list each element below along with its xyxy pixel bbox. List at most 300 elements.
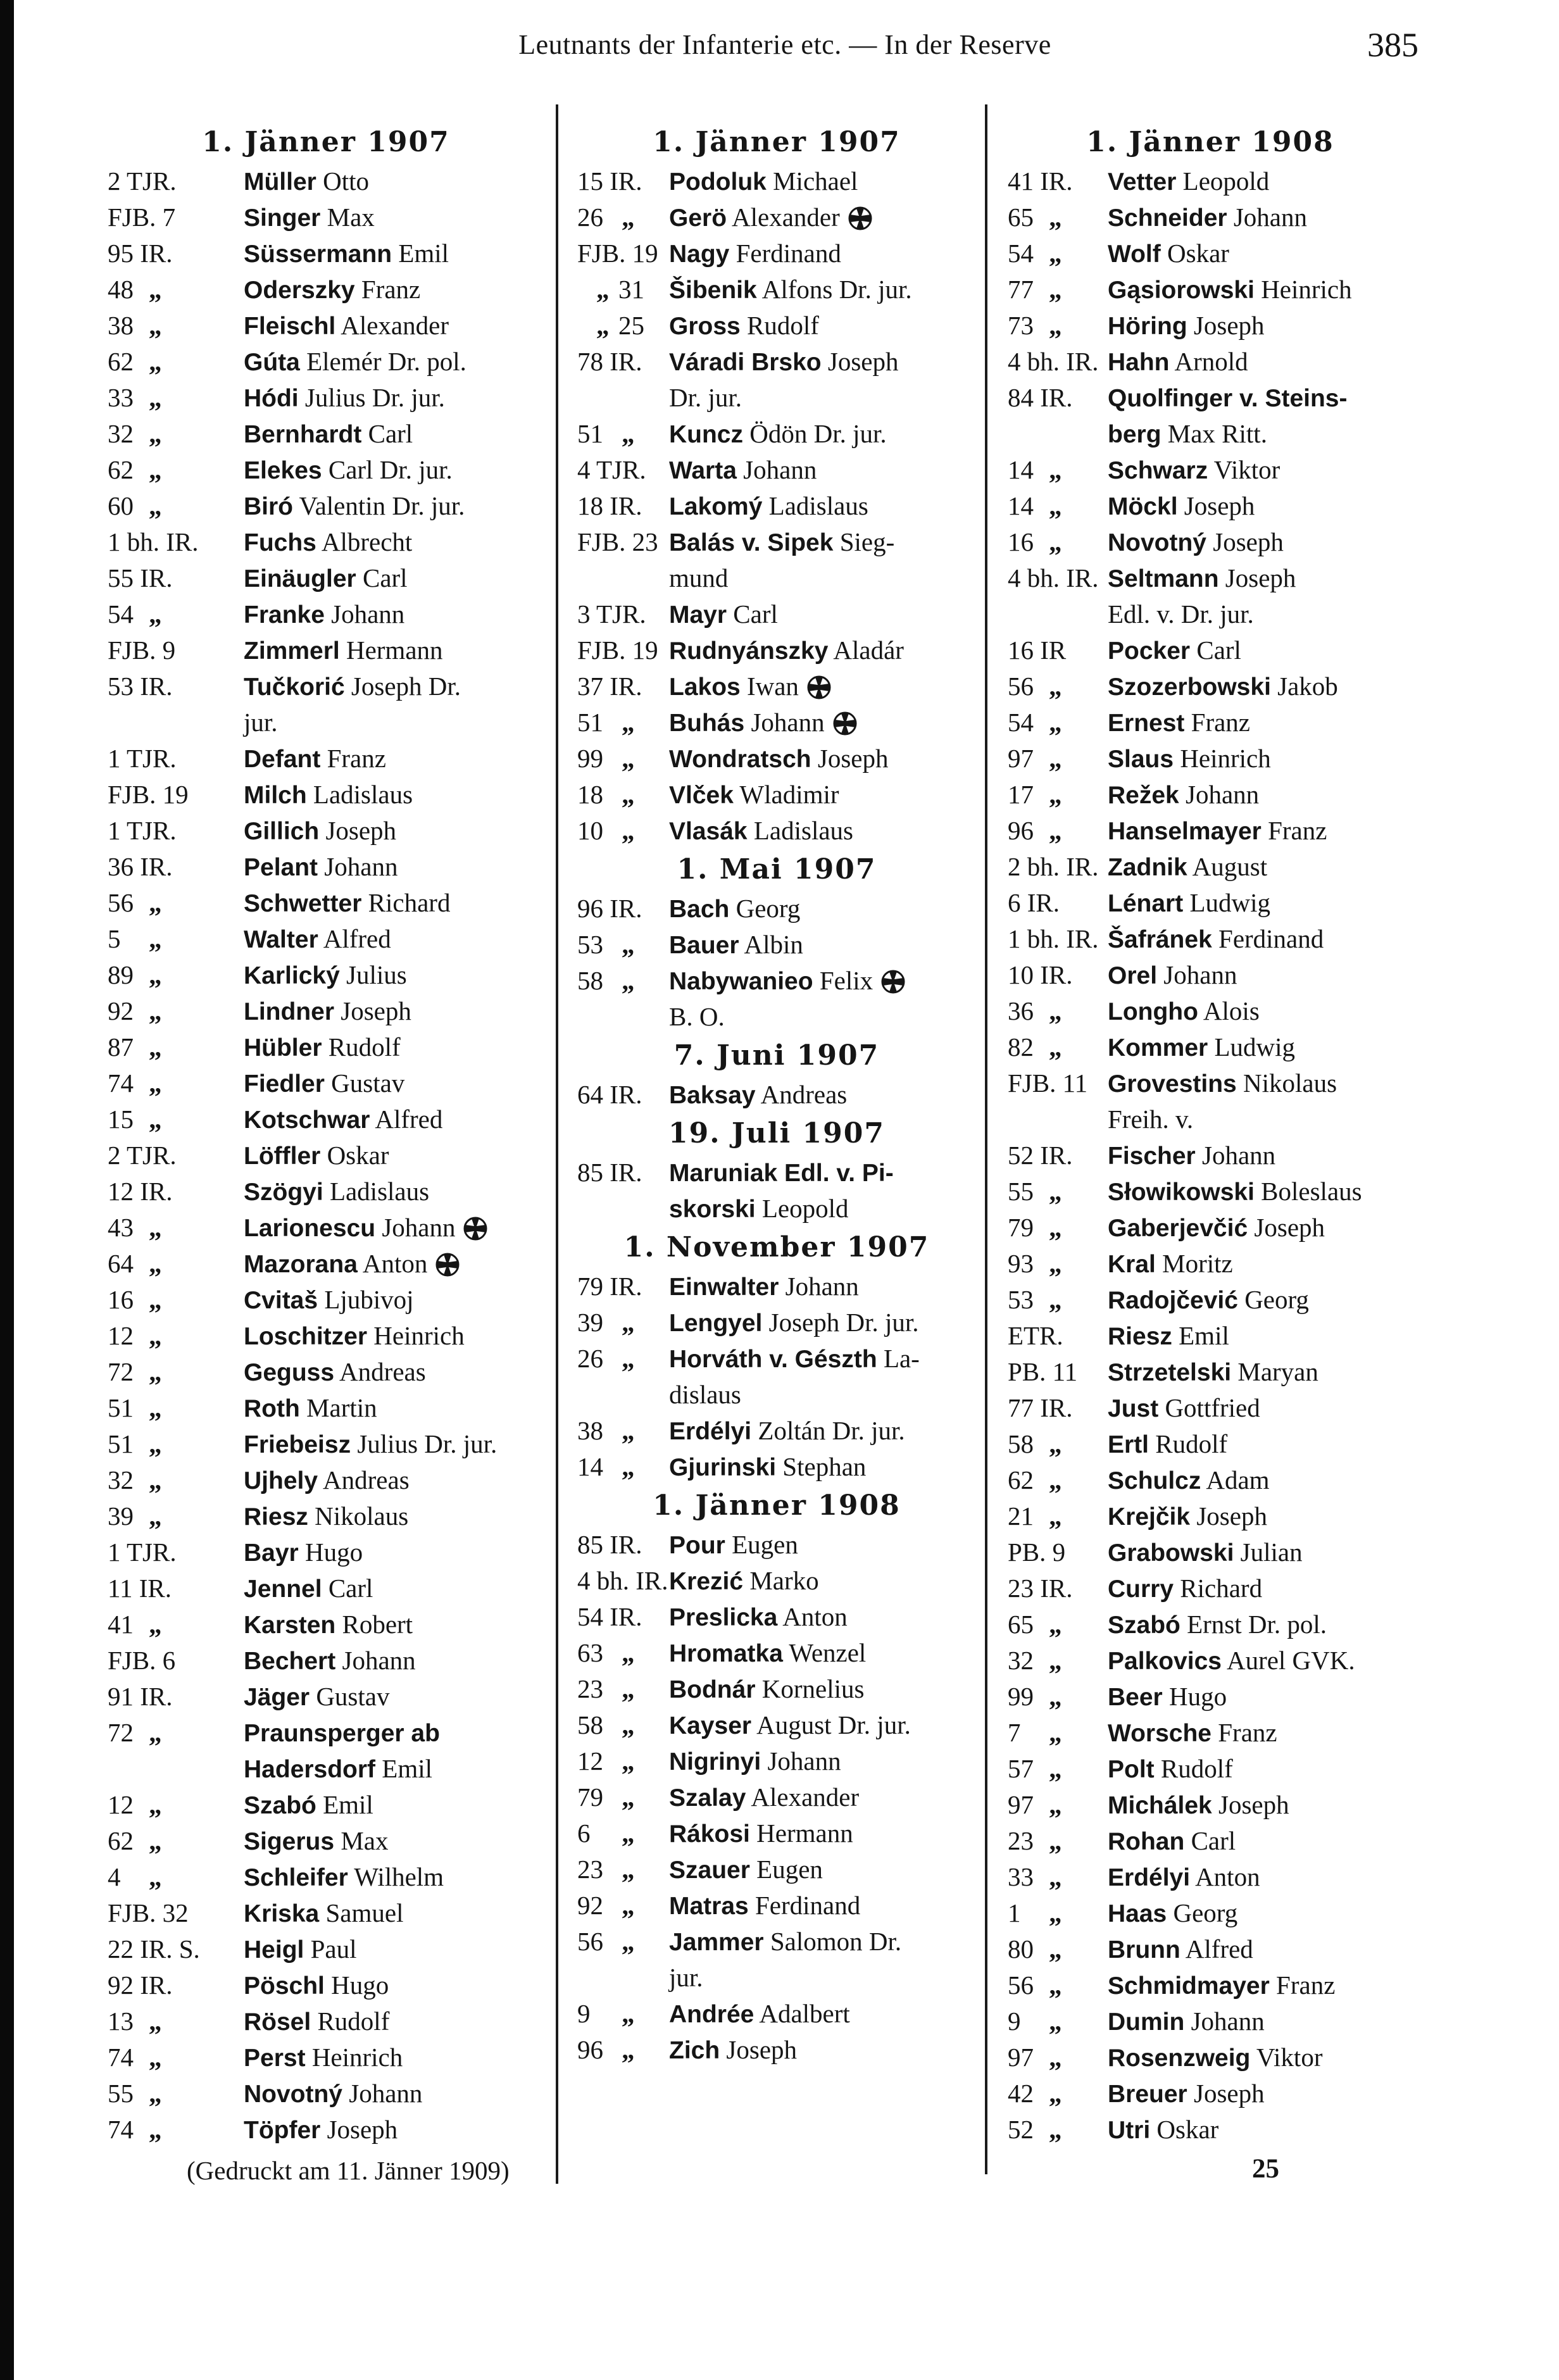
surname: Vlasák xyxy=(669,818,748,845)
given-name: Julius Dr. jur. xyxy=(351,1429,498,1458)
surname: Hahn xyxy=(1108,349,1170,376)
list-entry xyxy=(1008,2112,1413,2148)
list-entry xyxy=(1008,777,1413,813)
given-name: Alois xyxy=(1198,996,1260,1025)
unit-designation: 51 xyxy=(577,708,603,737)
ditto-mark: „ xyxy=(149,1321,162,1350)
unit-designation: 32 xyxy=(1008,1646,1034,1675)
surname: Curry xyxy=(1108,1575,1174,1603)
unit-designation: 3 TJR. xyxy=(577,599,646,629)
officer-name xyxy=(1108,777,1259,813)
list-entry xyxy=(1008,416,1413,452)
given-name: Ladislaus xyxy=(747,816,853,845)
ditto-mark: „ xyxy=(1049,996,1062,1025)
unit-designation: 17 xyxy=(1008,780,1034,809)
surname: Balás v. Sipek xyxy=(669,529,834,556)
surname: Váradi Brsko xyxy=(669,349,822,376)
ditto-mark: „ xyxy=(1049,239,1062,268)
surname: Szögyi xyxy=(244,1179,323,1206)
unit-designation: 51 xyxy=(108,1393,134,1422)
unit-designation: 36 IR. xyxy=(108,852,173,881)
list-entry xyxy=(108,993,544,1029)
given-name: Franz xyxy=(320,744,386,773)
officer-name xyxy=(1108,1246,1233,1282)
officer-name xyxy=(669,524,894,561)
unit-designation: 56 xyxy=(577,1927,603,1956)
officer-name xyxy=(244,1246,460,1282)
surname: Warta xyxy=(669,457,737,484)
officer-name xyxy=(1108,1751,1233,1788)
surname: Jennel xyxy=(244,1575,322,1603)
unit-designation: 32 xyxy=(108,1465,134,1494)
unit-designation: 6 IR. xyxy=(1008,888,1060,917)
given-name: August xyxy=(1187,852,1268,881)
officer-name xyxy=(244,849,398,886)
officer-name xyxy=(244,741,386,777)
continuation-text: mund xyxy=(669,563,729,592)
continuation-text: B. O. xyxy=(669,1002,725,1031)
list-entry xyxy=(108,272,544,308)
ditto-mark: „ xyxy=(1049,816,1062,845)
list-entry xyxy=(108,380,544,416)
continuation-text: Freih. v. xyxy=(1108,1105,1194,1134)
unit-designation: 41 xyxy=(108,1610,134,1639)
officer-name xyxy=(244,1065,404,1102)
officer-name xyxy=(669,632,904,669)
ditto-mark: „ xyxy=(622,1782,635,1812)
unit-designation: 14 xyxy=(1008,455,1034,484)
list-entry xyxy=(108,1787,544,1823)
officer-name xyxy=(669,1671,864,1708)
list-entry xyxy=(1008,993,1413,1029)
surname: Matras xyxy=(669,1893,749,1920)
continuation-text: Emil xyxy=(375,1754,433,1783)
ditto-mark: „ xyxy=(149,455,162,484)
surname: Orel xyxy=(1108,962,1158,989)
list-entry xyxy=(1008,1318,1413,1354)
surname: Schulcz xyxy=(1108,1467,1201,1494)
ditto-mark: „ xyxy=(1049,1718,1062,1747)
list-entry xyxy=(577,999,976,1035)
officer-name xyxy=(669,1527,798,1563)
list-entry xyxy=(1008,344,1413,380)
ditto-mark: „ xyxy=(622,1927,635,1956)
ditto-mark: „ xyxy=(1049,1610,1062,1639)
given-name: Oskar xyxy=(1160,239,1229,268)
given-name: Julius Dr. jur. xyxy=(298,383,445,412)
officer-name xyxy=(669,1743,841,1780)
ditto-mark: „ xyxy=(622,1710,635,1739)
surname: Heigl xyxy=(244,1936,304,1964)
ditto-mark: „ xyxy=(1049,1790,1062,1819)
unit-designation: 82 xyxy=(1008,1032,1034,1062)
given-name: Johann xyxy=(335,1646,416,1675)
officer-name xyxy=(1108,1426,1227,1463)
given-name: Nikolaus xyxy=(1236,1068,1337,1098)
unit-designation: 92 xyxy=(108,996,134,1025)
officer-name xyxy=(244,1462,410,1499)
list-entry xyxy=(108,1318,544,1354)
list-entry xyxy=(577,1305,976,1341)
date-heading: 7. Juni 1907 xyxy=(673,1039,880,1072)
unit-designation: ETR. xyxy=(1008,1321,1063,1350)
given-name: Arnold xyxy=(1169,347,1248,376)
given-name: Wenzel xyxy=(782,1638,867,1667)
list-entry xyxy=(1008,2076,1413,2112)
officer-name xyxy=(1108,1174,1362,1210)
given-name: Carl Dr. jur. xyxy=(322,455,453,484)
ditto-mark: „ xyxy=(149,1068,162,1098)
ditto-mark: „ xyxy=(622,966,635,995)
unit-designation: 56 xyxy=(1008,672,1034,701)
officer-name xyxy=(1108,1895,1237,1932)
surname: Höring xyxy=(1108,313,1187,340)
surname: Krezić xyxy=(669,1568,744,1595)
list-entry xyxy=(108,1210,544,1246)
unit-designation: 79 xyxy=(1008,1213,1034,1242)
list-entry xyxy=(108,1426,544,1462)
officer-name xyxy=(244,1426,497,1463)
given-name: Johann xyxy=(1184,2007,1265,2036)
ditto-mark: „ xyxy=(1049,2043,1062,2072)
given-name: Johann xyxy=(324,599,405,629)
entry-continuation xyxy=(1108,1101,1193,1137)
unit-designation: 5 xyxy=(108,924,121,953)
surname: Friebeisz xyxy=(244,1431,351,1458)
list-entry xyxy=(108,1174,544,1210)
list-entry xyxy=(577,632,976,668)
list-entry xyxy=(1008,1606,1413,1643)
list-entry xyxy=(1008,1137,1413,1174)
given-name: Georg xyxy=(729,894,801,923)
surname: Gúta xyxy=(244,349,300,376)
list-entry xyxy=(577,741,976,777)
unit-designation: 1 TJR. xyxy=(108,744,177,773)
officer-name xyxy=(669,741,889,777)
list-entry xyxy=(1008,1534,1413,1570)
unit-designation: 23 xyxy=(577,1674,603,1703)
surname: Jäger xyxy=(244,1684,310,1711)
surname: Vlček xyxy=(669,782,734,809)
death-cross-icon xyxy=(848,206,873,231)
surname: Oderszky xyxy=(244,277,355,304)
unit-designation: FJB. 23 xyxy=(577,527,658,556)
given-name: Andreas xyxy=(755,1080,848,1109)
list-entry xyxy=(1008,1354,1413,1390)
list-entry xyxy=(577,1341,976,1377)
officer-name xyxy=(669,1996,850,2032)
officer-name xyxy=(669,1077,847,1113)
surname: Karlický xyxy=(244,962,340,989)
surname: Kotschwar xyxy=(244,1106,370,1134)
list-entry xyxy=(1008,1101,1413,1137)
ditto-mark: „ xyxy=(149,1393,162,1422)
list-entry xyxy=(108,1859,544,1895)
unit-designation: 51 xyxy=(108,1429,134,1458)
surname: Mazorana xyxy=(244,1251,358,1278)
list-entry xyxy=(577,416,976,452)
surname: Einwalter xyxy=(669,1274,779,1301)
ditto-mark: „ xyxy=(149,888,162,917)
ditto-mark: „ xyxy=(622,744,635,773)
officer-name xyxy=(244,199,375,236)
given-name: Adam xyxy=(1201,1465,1270,1494)
officer-name xyxy=(1108,1065,1337,1102)
running-title: Leutnants der Infanterie etc. — In der Reserve xyxy=(518,29,1051,60)
officer-name xyxy=(244,1895,403,1932)
officer-name xyxy=(244,1174,429,1210)
officer-name xyxy=(669,452,817,489)
list-entry xyxy=(1008,668,1413,705)
continuation-text: dislaus xyxy=(669,1380,741,1409)
date-heading: 1. Jänner 1907 xyxy=(202,126,450,158)
list-entry xyxy=(108,1246,544,1282)
surname: Rákosi xyxy=(669,1820,750,1848)
unit-designation: 54 xyxy=(1008,239,1034,268)
unit-designation: 12 xyxy=(577,1746,603,1776)
unit-designation: 1 TJR. xyxy=(108,1538,177,1567)
ditto-mark: „ xyxy=(1049,1682,1062,1711)
unit-designation: 56 xyxy=(1008,1970,1034,2000)
ditto-mark: „ xyxy=(1049,1213,1062,1242)
given-name: Marko xyxy=(743,1566,819,1595)
unit-designation: 2 bh. IR. xyxy=(1008,852,1099,881)
date-heading: 1. Mai 1907 xyxy=(677,853,877,886)
list-entry xyxy=(108,1462,544,1498)
list-entry xyxy=(577,1779,976,1815)
officer-name xyxy=(244,1318,465,1355)
given-name: Johann xyxy=(318,852,398,881)
given-name: Hermann xyxy=(749,1819,853,1848)
ditto-mark: „ xyxy=(149,311,162,340)
given-name: Ladislaus xyxy=(306,780,413,809)
ditto-mark: „ xyxy=(1049,672,1062,701)
unit-designation: 15 IR. xyxy=(577,166,642,196)
ditto-mark: „ xyxy=(1049,1862,1062,1891)
officer-name xyxy=(1108,741,1271,777)
list-entry xyxy=(108,235,544,272)
officer-name xyxy=(669,1779,859,1816)
given-name: Georg xyxy=(1167,1898,1238,1927)
surname: Lakomý xyxy=(669,493,763,520)
officer-name xyxy=(1108,632,1241,669)
unit-designation: 79 IR. xyxy=(577,1272,642,1301)
officer-name xyxy=(669,813,853,849)
unit-designation: 10 IR. xyxy=(1008,960,1073,989)
officer-name xyxy=(1108,1534,1303,1571)
list-entry xyxy=(108,885,544,921)
surname: Gąsiorowski xyxy=(1108,277,1255,304)
list-entry xyxy=(1008,957,1413,993)
surname: Šafránek xyxy=(1108,926,1212,953)
officer-name xyxy=(244,632,443,669)
death-cross-icon xyxy=(463,1216,488,1241)
surname: Fuchs xyxy=(244,529,316,556)
officer-name xyxy=(669,1268,859,1305)
surname: Nigrinyi xyxy=(669,1748,761,1776)
list-entry xyxy=(108,416,544,452)
given-name: Robert xyxy=(335,1610,413,1639)
surname: Elekes xyxy=(244,457,322,484)
surname: Hromatka xyxy=(669,1640,783,1667)
unit-designation: 9 xyxy=(1008,2007,1021,2036)
list-entry xyxy=(108,2039,544,2076)
surname: Worsche xyxy=(1108,1720,1212,1747)
ditto-mark: „ xyxy=(1049,1754,1062,1783)
list-entry xyxy=(1008,1498,1413,1534)
unit-designation: 21 xyxy=(1008,1501,1034,1531)
ditto-mark: „ xyxy=(149,1285,162,1314)
unit-designation: 99 xyxy=(577,744,603,773)
unit-designation: 55 IR. xyxy=(108,563,173,592)
ditto-mark: „ xyxy=(622,1416,635,1445)
given-name: Ferdinand xyxy=(1212,924,1324,953)
unit-designation: 54 xyxy=(1008,708,1034,737)
given-name: Julian xyxy=(1234,1538,1303,1567)
unit-designation: 4 bh. IR. xyxy=(577,1566,668,1595)
date-heading: 1. November 1907 xyxy=(623,1231,930,1263)
surname: Pelant xyxy=(244,854,318,881)
ditto-mark: „ xyxy=(149,1790,162,1819)
surname: Hanselmayer xyxy=(1108,818,1262,845)
list-entry xyxy=(577,1671,976,1707)
ditto-mark: „ xyxy=(622,708,635,737)
officer-name xyxy=(244,2112,398,2148)
given-name: Samuel xyxy=(319,1898,404,1927)
surname: Bernhardt xyxy=(244,421,362,448)
column-divider-1 xyxy=(556,104,558,2184)
unit-designation: 84 IR. xyxy=(1008,383,1073,412)
given-name: Maryan xyxy=(1231,1357,1318,1386)
given-name: Rudolf xyxy=(740,311,819,340)
surname: Grabowski xyxy=(1108,1539,1234,1567)
surname: Bayr xyxy=(244,1539,299,1567)
list-entry xyxy=(577,235,976,272)
ditto-mark: „ xyxy=(622,2035,635,2064)
surname: Ujhely xyxy=(244,1467,318,1494)
ditto-mark: „ xyxy=(1049,527,1062,556)
unit-designation: 92 IR. xyxy=(108,1970,173,2000)
ditto-mark: „ xyxy=(1049,1501,1062,1531)
given-name: Eugen xyxy=(725,1530,798,1559)
list-entry xyxy=(1008,1065,1413,1101)
unit-designation: 16 xyxy=(1008,527,1034,556)
list-entry xyxy=(1008,2039,1413,2076)
date-heading: 1. Jänner 1908 xyxy=(1086,126,1334,158)
unit-designation: 58 xyxy=(1008,1429,1034,1458)
ditto-mark: „ xyxy=(1049,203,1062,232)
officer-name xyxy=(244,1931,357,1968)
unit-designation: 54 xyxy=(108,599,134,629)
column-1 xyxy=(108,127,544,2148)
given-name: Hugo xyxy=(324,1970,389,2000)
officer-name xyxy=(244,2003,389,2040)
surname: Zich xyxy=(669,2037,720,2064)
list-entry xyxy=(108,1931,544,1967)
officer-name xyxy=(1108,199,1307,236)
ditto-mark: „ xyxy=(622,780,635,809)
unit-designation: 13 xyxy=(108,2007,134,2036)
surname: Dumin xyxy=(1108,2008,1185,2036)
surname-continuation: berg xyxy=(1108,421,1161,448)
given-name: Joseph xyxy=(811,744,889,773)
list-entry xyxy=(1008,2003,1413,2039)
surname: Haas xyxy=(1108,1900,1167,1927)
officer-name xyxy=(669,163,858,200)
unit-designation: 53 xyxy=(577,930,603,959)
list-entry xyxy=(577,524,976,560)
unit-designation: 39 xyxy=(577,1308,603,1337)
given-name: Franz xyxy=(354,275,421,304)
list-entry xyxy=(577,1563,976,1599)
surname: Karsten xyxy=(244,1612,336,1639)
officer-name xyxy=(669,344,898,380)
ditto-mark: „ xyxy=(1049,455,1062,484)
surname: Režek xyxy=(1108,782,1179,809)
officer-name xyxy=(669,1924,901,1960)
officer-name xyxy=(244,1498,408,1535)
unit-designation: 15 xyxy=(108,1105,134,1134)
unit-designation: 97 xyxy=(1008,744,1034,773)
given-name: Joseph xyxy=(1218,563,1296,592)
given-name: Anton xyxy=(777,1602,848,1631)
officer-name xyxy=(669,1707,911,1744)
surname: Einäugler xyxy=(244,565,356,592)
officer-name xyxy=(244,1606,413,1643)
officer-name xyxy=(244,1859,444,1896)
surname: Horváth v. Gészth xyxy=(669,1346,877,1373)
list-entry xyxy=(1008,1174,1413,1210)
unit-designation: 72 xyxy=(108,1357,134,1386)
given-name: Boleslaus xyxy=(1254,1177,1362,1206)
surname: Vetter xyxy=(1108,168,1177,196)
column-2 xyxy=(577,127,976,2068)
ditto-mark: „ xyxy=(596,275,610,304)
surname: Andrée xyxy=(669,2001,754,2028)
officer-name xyxy=(1108,885,1270,922)
officer-name xyxy=(669,416,887,453)
list-entry xyxy=(108,2076,544,2112)
ditto-mark: „ xyxy=(1049,708,1062,737)
given-name: Felix xyxy=(813,966,873,995)
surname: Riesz xyxy=(1108,1323,1172,1350)
ditto-mark: „ xyxy=(149,1465,162,1494)
officer-name xyxy=(244,993,411,1030)
continuation-text: Edl. v. Dr. jur. xyxy=(1108,599,1254,629)
officer-name xyxy=(669,272,912,308)
list-entry xyxy=(577,1815,976,1851)
list-entry xyxy=(108,308,544,344)
ditto-mark: „ xyxy=(622,1891,635,1920)
list-entry xyxy=(1008,1751,1413,1787)
surname: Wondratsch xyxy=(669,746,811,773)
list-entry xyxy=(577,1155,976,1191)
list-entry xyxy=(577,199,976,235)
list-entry xyxy=(1008,272,1413,308)
officer-name xyxy=(244,1101,442,1138)
unit-designation: 95 IR. xyxy=(108,239,173,268)
unit-designation: 56 xyxy=(108,888,134,917)
surname: Radojčević xyxy=(1108,1287,1238,1314)
list-entry xyxy=(577,1888,976,1924)
given-name: Joseph xyxy=(334,996,411,1025)
ditto-mark: „ xyxy=(622,1452,635,1481)
officer-name xyxy=(244,596,404,633)
officer-name xyxy=(244,921,391,958)
unit-designation: 4 xyxy=(108,1862,121,1891)
list-entry xyxy=(1008,1570,1413,1606)
surname: Krejčik xyxy=(1108,1503,1191,1531)
